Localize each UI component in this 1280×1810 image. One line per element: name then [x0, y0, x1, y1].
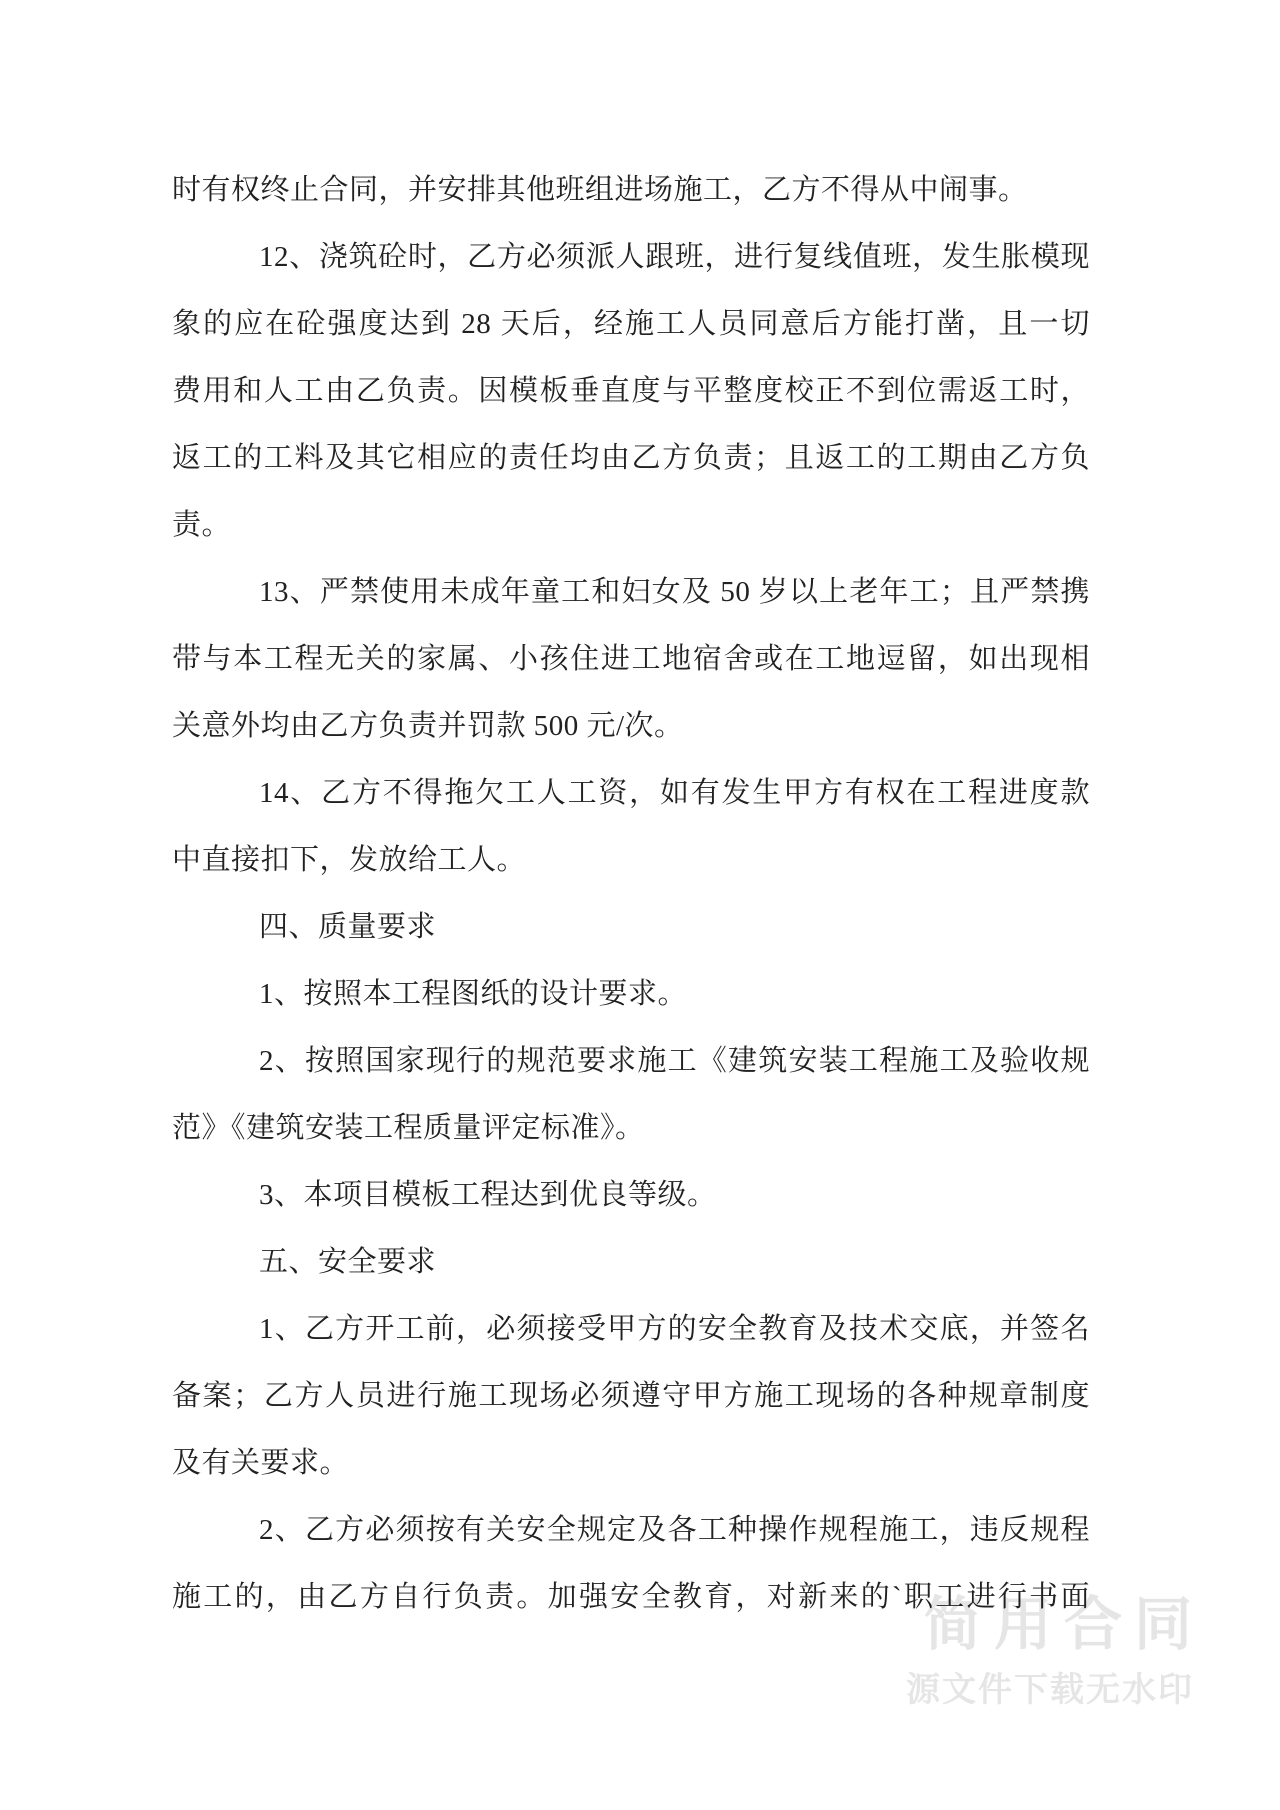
document-line: 五、安全要求 [259, 1246, 437, 1278]
document-line: 备案；乙方人员进行施工现场必须遵守甲方施工现场的各种规章制度 [172, 1380, 1090, 1412]
document-line: 2、按照国家现行的规范要求施工《建筑安装工程施工及验收规 [259, 1045, 1090, 1077]
document-line: 及有关要求。 [172, 1447, 350, 1479]
watermark-subtitle: 源文件下载无水印 [906, 1670, 1194, 1710]
document-line: 1、乙方开工前，必须接受甲方的安全教育及技术交底，并签名 [259, 1313, 1090, 1345]
document-line: 12、浇筑砼时，乙方必须派人跟班，进行复线值班，发生胀模现 [259, 241, 1090, 273]
document-line: 时有权终止合同，并安排其他班组进场施工，乙方不得从中闹事。 [172, 174, 1028, 206]
document-line: 施工的，由乙方自行负责。加强安全教育，对新来的`职工进行书面 [172, 1581, 1090, 1613]
document-line: 关意外均由乙方负责并罚款 500 元/次。 [172, 710, 684, 742]
document-line: 返工的工料及其它相应的责任均由乙方负责；且返工的工期由乙方负 [172, 442, 1090, 474]
document-line: 中直接扣下，发放给工人。 [172, 844, 527, 876]
document-line: 范》《建筑安装工程质量评定标准》。 [172, 1112, 645, 1144]
document-line: 责。 [172, 509, 232, 541]
document-body [172, 157, 1090, 1631]
document-line: 14、乙方不得拖欠工人工资，如有发生甲方有权在工程进度款 [259, 777, 1090, 809]
document-line: 象的应在砼强度达到 28 天后，经施工人员同意后方能打凿，且一切 [172, 308, 1090, 340]
document-line: 带与本工程无关的家属、小孩住进工地宿舍或在工地逗留，如出现相 [172, 643, 1090, 675]
watermark-title: 简用合同 [923, 1590, 1204, 1658]
document-line: 1、按照本工程图纸的设计要求。 [259, 978, 688, 1010]
document-line: 13、严禁使用未成年童工和妇女及 50 岁以上老年工；且严禁携 [259, 576, 1090, 608]
document-line: 费用和人工由乙负责。因模板垂直度与平整度校正不到位需返工时， [172, 375, 1090, 407]
document-line: 四、质量要求 [259, 911, 437, 943]
document-line: 3、本项目模板工程达到优良等级。 [259, 1179, 717, 1211]
document-line: 2、乙方必须按有关安全规定及各工种操作规程施工，违反规程 [259, 1514, 1090, 1546]
